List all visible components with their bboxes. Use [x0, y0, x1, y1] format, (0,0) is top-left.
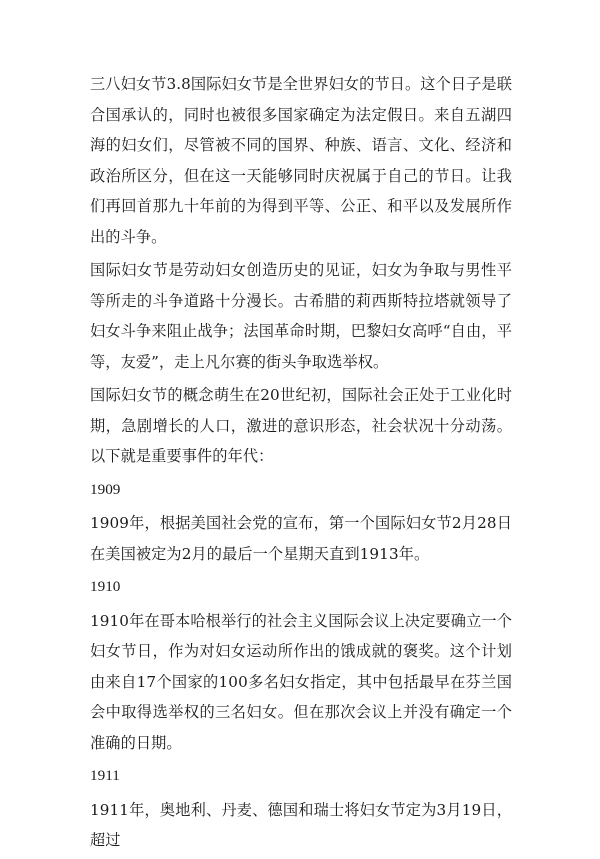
history-paragraph: 国际妇女节是劳动妇女创造历史的见证，妇女为争取与男性平等所走的斗争道路十分漫长。古希腊的莉西斯特拉塔就领导了妇女斗争来阻止战争；法国革命时期，巴黎妇女高呼“自由，平等，友爱”，走上凡尔赛的街头争取选举权。 — [90, 261, 512, 371]
event-paragraph-1909: 1909年，根据美国社会党的宣布，第一个国际妇女节2月28日在美国被定为2月的最后一个星期天直到1913年。 — [90, 514, 512, 563]
event-paragraph-1911: 1911年，奥地利、丹麦、德国和瑞士将妇女节定为3月19日，超过 — [90, 800, 512, 849]
year-heading-1911: 1911 — [90, 767, 120, 784]
year-heading-1909: 1909 — [90, 480, 121, 498]
document-body — [90, 69, 512, 859]
intro-paragraph: 三八妇女节3.8国际妇女节是全世界妇女的节日。这个日子是联合国承认的，同时也被很多国家确定为法定假日。来自五湖四海的妇女们，尽管被不同的国界、种族、语言、文化、经济和政治所区分，但在这一天能够同时庆祝属于自己的节日。让我们再回首那九十年前的为得到平等、公正、和平以及发展所作出的斗争。 — [90, 75, 512, 246]
event-paragraph-1910: 1910年在哥本哈根举行的社会主义国际会议上决定要确立一个妇女节日，作为对妇女运动所作出的饿成就的褒奖。这个计划由来自17个国家的100多名妇女指定，其中包括最早在芬兰国会中取得选举权的三名妇女。但在那次会议上并没有确定一个准确的日期。 — [90, 611, 512, 752]
year-heading-1910: 1910 — [90, 578, 121, 595]
origin-paragraph: 国际妇女节的概念萌生在20世纪初，国际社会正处于工业化时期，急剧增长的人口，激进的意识形态，社会状况十分动荡。以下就是重要事件的年代： — [90, 386, 512, 465]
